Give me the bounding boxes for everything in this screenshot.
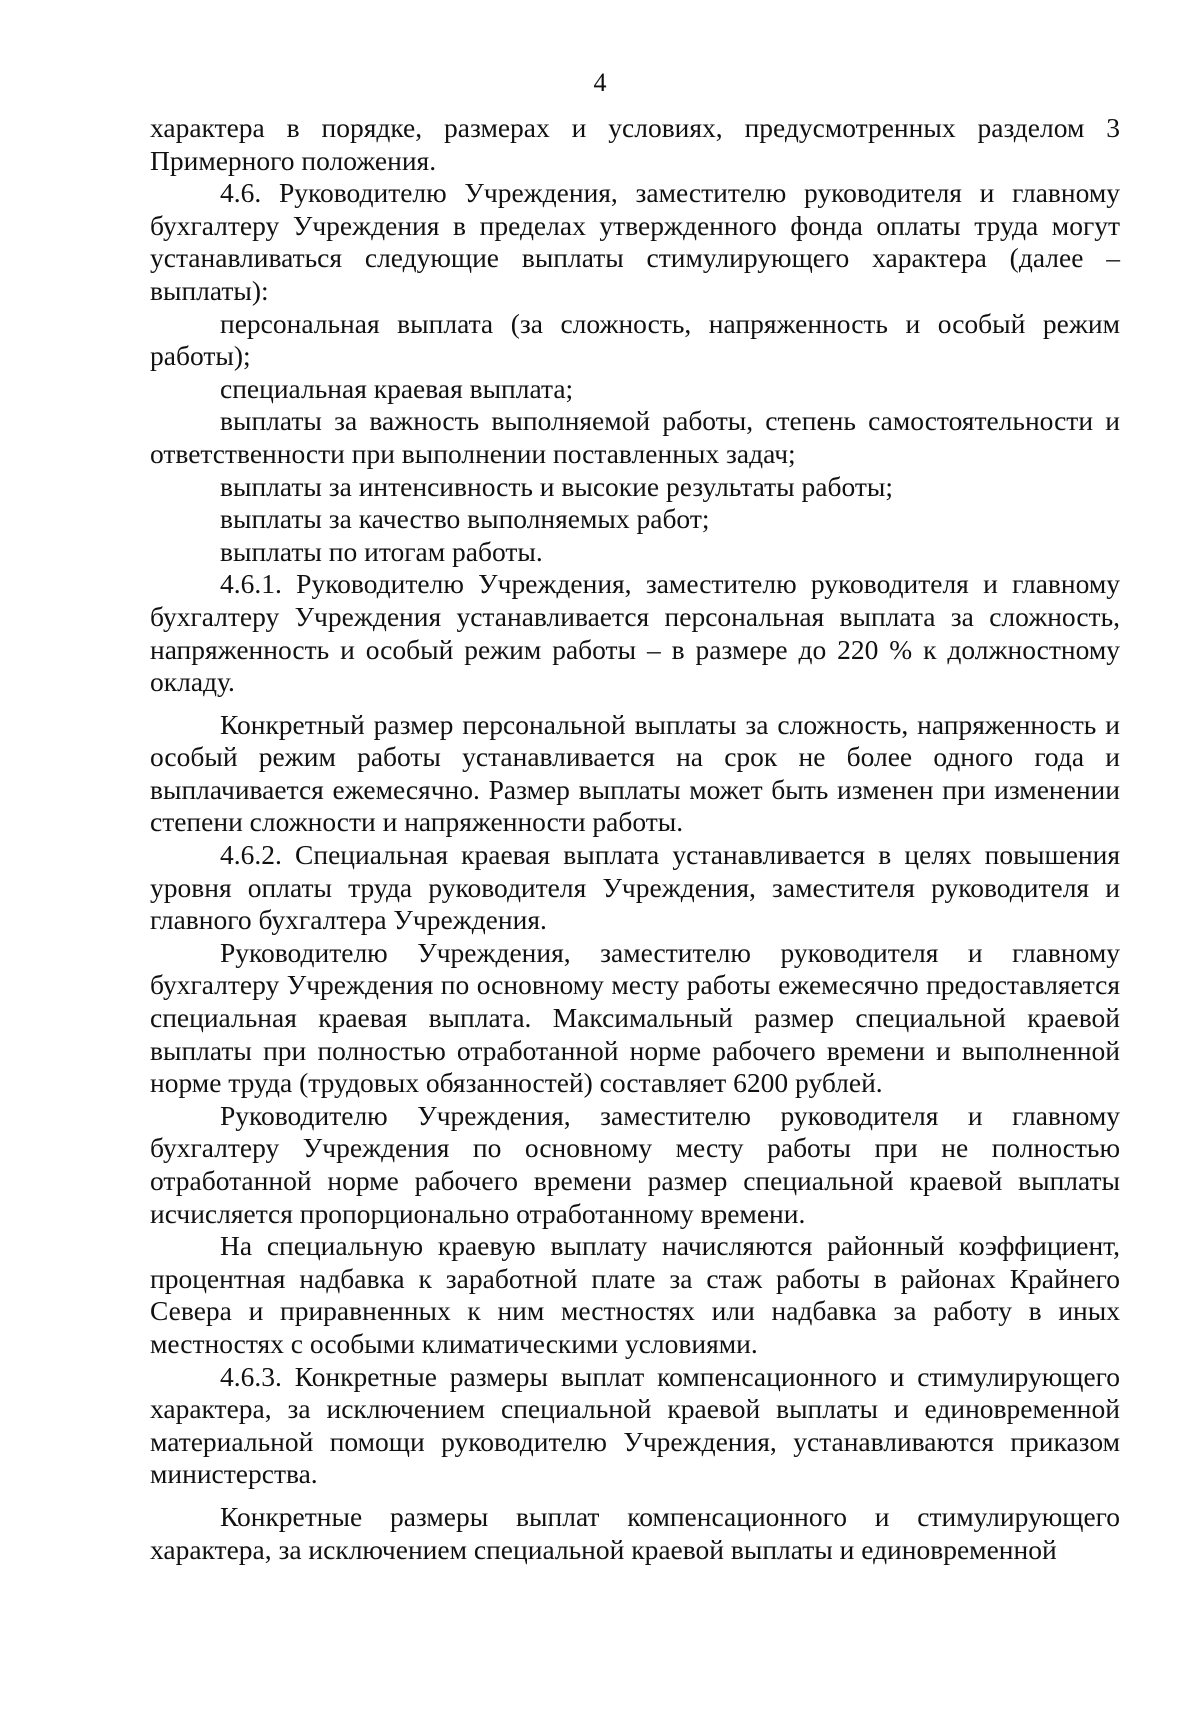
page-number: 4 bbox=[593, 68, 607, 97]
paragraph-continuation: характера в порядке, размерах и условиях, предусмотренных разделом 3 Примерного положения. bbox=[150, 112, 1120, 176]
list-item-special-regional-payment: специальная краевая выплата; bbox=[220, 372, 574, 404]
list-item-results-payment: выплаты по итогам работы. bbox=[220, 535, 543, 567]
paragraph-4-6-2: 4.6.2. Специальная краевая выплата устанавливается в целях повышения уровня оплаты труда руководителя Учреждения, заместителя руководителя и главного бухгалтера Учреждения. bbox=[150, 839, 1120, 936]
paragraph-specific-sizes-continued: Конкретные размеры выплат компенсационного и стимулирующего характера, за исключением специальной краевой выплаты и единовременной bbox=[150, 1500, 1120, 1565]
paragraph-4-6: 4.6. Руководителю Учреждения, заместителю руководителя и главному бухгалтеру Учреждения в пределах утвержденного фонда оплаты труда могут устанавливаться следующие выплаты стимулирующего характера (далее – выплаты): bbox=[150, 177, 1120, 306]
paragraph-special-payment-proportional: Руководителю Учреждения, заместителю руководителя и главному бухгалтеру Учреждения по основному месту работы при не полностью отработанной норме рабочего времени размер специальной краевой выплаты исчисляется пропорционально отработанному времени. bbox=[150, 1099, 1120, 1229]
paragraph-special-payment-provision: Руководителю Учреждения, заместителю руководителя и главному бухгалтеру Учреждения по основному месту работы ежемесячно предоставляется специальная краевая выплата. Максимальный размер специальной краевой выплаты при полностью отработанной норме рабочего времени и выполненной норме труда (трудовых обязанностей) составляет 6200 рублей. bbox=[150, 936, 1120, 1099]
list-item-intensity-payment: выплаты за интенсивность и высокие результаты работы; bbox=[220, 470, 893, 502]
document-body bbox=[150, 112, 1120, 1566]
list-item-quality-payment: выплаты за качество выполняемых работ; bbox=[220, 503, 710, 535]
list-item-importance-payment: выплаты за важность выполняемой работы, степень самостоятельности и ответственности при выполнении поставленных задач; bbox=[150, 405, 1120, 469]
paragraph-regional-coefficient: На специальную краевую выплату начисляются районный коэффициент, процентная надбавка к заработной плате за стаж работы в районах Крайнего Севера и приравненных к ним местностях или надбавка за работу в иных местностях с особыми климатическими условиями. bbox=[150, 1230, 1120, 1359]
list-item-personal-payment: персональная выплата (за сложность, напряженность и особый режим работы); bbox=[150, 307, 1120, 372]
paragraph-4-6-1: 4.6.1. Руководителю Учреждения, заместителю руководителя и главному бухгалтеру Учреждения устанавливается персональная выплата за сложность, напряженность и особый режим работы – в размере до 220 % к должностному окладу. bbox=[150, 568, 1120, 698]
paragraph-4-6-3: 4.6.3. Конкретные размеры выплат компенсационного и стимулирующего характера, за исключением специальной краевой выплаты и единовременной материальной помощи руководителю Учреждения, устанавливаются приказом министерства. bbox=[150, 1360, 1120, 1490]
paragraph-personal-payment-size: Конкретный размер персональной выплаты за сложность, напряженность и особый режим работы устанавливается на срок не более одного года и выплачивается ежемесячно. Размер выплаты может быть изменен при изменении степени сложности и напряженности работы. bbox=[150, 708, 1120, 838]
